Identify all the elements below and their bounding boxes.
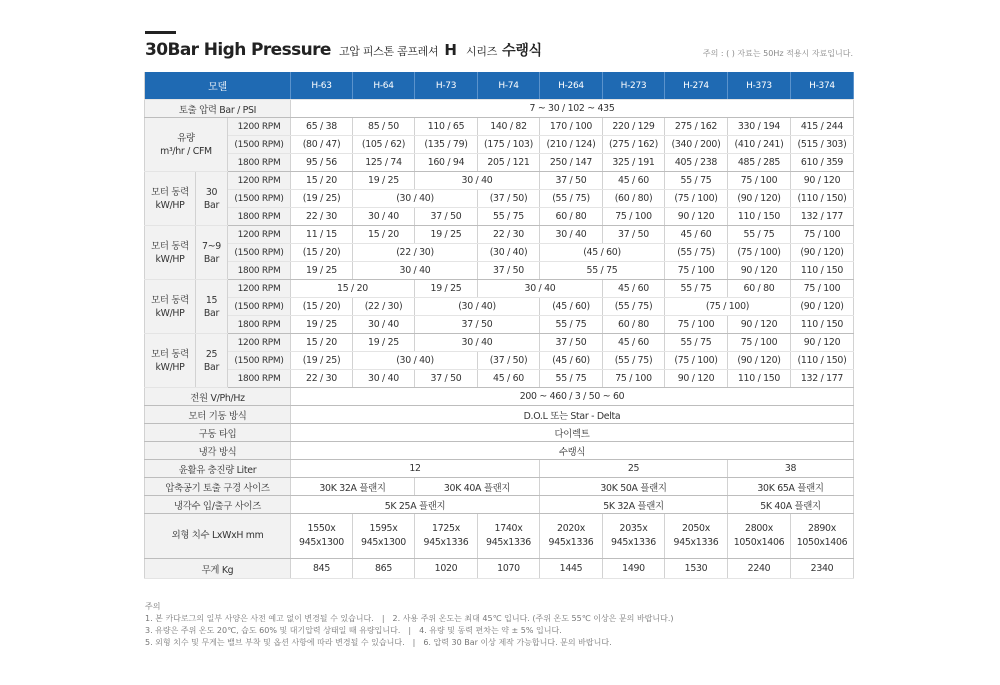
table-cell: (30 / 40) [353, 190, 478, 208]
table-cell: (75 / 100) [728, 244, 791, 262]
table-cell: 30 / 40 [353, 370, 415, 388]
subtitle-type: 수랭식 [502, 43, 542, 59]
table-cell: 75 / 100 [791, 280, 854, 298]
table-cell: 55 / 75 [540, 262, 665, 280]
table-cell: 2020x 945x1336 [540, 514, 603, 559]
table-cell: 60 / 80 [540, 208, 603, 226]
rpm-label: 1200 RPM [228, 172, 291, 190]
table-cell: 132 / 177 [791, 370, 854, 388]
table-cell: (19 / 25) [291, 190, 353, 208]
table-cell: 75 / 100 [791, 226, 854, 244]
table-cell: 30 / 40 [353, 316, 415, 334]
table-cell: 75 / 100 [603, 370, 665, 388]
table-cell: (515 / 303) [791, 136, 854, 154]
table-cell: (75 / 100) [665, 352, 728, 370]
table-cell: 405 / 238 [665, 154, 728, 172]
table-cell: 55 / 75 [665, 280, 728, 298]
table-cell: 30 / 40 [478, 280, 603, 298]
table-row [145, 514, 854, 559]
table-cell: (410 / 241) [728, 136, 791, 154]
rpm-label: 1800 RPM [228, 154, 291, 172]
outlet-label: 압축공기 토출 구경 사이즈 [145, 478, 291, 496]
table-cell: 1530 [665, 559, 728, 579]
rpm-label: 1800 RPM [228, 262, 291, 280]
table-cell: 45 / 60 [603, 334, 665, 352]
bar-label: 7~9 Bar [196, 226, 228, 280]
table-cell: 37 / 50 [603, 226, 665, 244]
table-cell: 1725x 945x1336 [415, 514, 478, 559]
footnote-title: 주의 [145, 602, 161, 611]
table-row [145, 208, 854, 226]
table-cell: (15 / 20) [291, 244, 353, 262]
table-cell: 110 / 150 [791, 316, 854, 334]
table-cell: 45 / 60 [478, 370, 540, 388]
table-cell: (30 / 40) [478, 244, 540, 262]
table-cell: 65 / 38 [291, 118, 353, 136]
title-accent-bar [145, 31, 176, 34]
table-row [145, 262, 854, 280]
footnotes [145, 601, 674, 649]
subtitle-series: 시리즈 [466, 45, 498, 58]
table-cell: (340 / 200) [665, 136, 728, 154]
table-cell: 90 / 120 [791, 172, 854, 190]
rpm-label: 1800 RPM [228, 370, 291, 388]
bar-label: 25 Bar [196, 334, 228, 388]
model-col: H-273 [603, 72, 665, 100]
table-cell: 22 / 30 [478, 226, 540, 244]
table-cell: 55 / 75 [665, 334, 728, 352]
table-cell: (55 / 75) [603, 298, 665, 316]
oil-label: 윤활유 충진량 Liter [145, 460, 291, 478]
table-row [145, 226, 854, 244]
table-cell: 55 / 75 [728, 226, 791, 244]
motor-label: 모터 동력 kW/HP [145, 334, 196, 388]
model-col: H-64 [353, 72, 415, 100]
table-cell: 30K 65A 플랜지 [728, 478, 854, 496]
table-row [145, 406, 854, 424]
table-cell: (210 / 124) [540, 136, 603, 154]
table-cell: 75 / 100 [603, 208, 665, 226]
table-cell: (45 / 60) [540, 244, 665, 262]
rpm-label: 1200 RPM [228, 280, 291, 298]
table-cell: 205 / 121 [478, 154, 540, 172]
table-cell: 38 [728, 460, 854, 478]
rpm-label: (1500 RPM) [228, 352, 291, 370]
table-cell: 1070 [478, 559, 540, 579]
rpm-label: (1500 RPM) [228, 136, 291, 154]
table-cell: 90 / 120 [728, 262, 791, 280]
table-row [145, 370, 854, 388]
model-col: H-74 [478, 72, 540, 100]
table-cell: 75 / 100 [665, 316, 728, 334]
table-row [145, 298, 854, 316]
table-cell: 1550x 945x1300 [291, 514, 353, 559]
table-cell: 30K 32A 플랜지 [291, 478, 415, 496]
rpm-label: 1200 RPM [228, 226, 291, 244]
start-label: 모터 기동 방식 [145, 406, 291, 424]
table-cell: 37 / 50 [540, 334, 603, 352]
motor-label: 모터 동력 kW/HP [145, 172, 196, 226]
table-cell: 25 [540, 460, 728, 478]
pressure-value: 7 ~ 30 / 102 ~ 435 [291, 100, 854, 118]
table-cell: 2240 [728, 559, 791, 579]
table-row [145, 190, 854, 208]
table-cell: 5K 32A 플랜지 [540, 496, 728, 514]
pressure-label: 토출 압력 Bar / PSI [145, 100, 291, 118]
table-cell: (175 / 103) [478, 136, 540, 154]
bar-label: 30 Bar [196, 172, 228, 226]
table-cell: 2035x 945x1336 [603, 514, 665, 559]
table-cell: 60 / 80 [728, 280, 791, 298]
model-col: H-274 [665, 72, 728, 100]
rpm-label: 1200 RPM [228, 118, 291, 136]
table-cell: 55 / 75 [665, 172, 728, 190]
table-cell: 1595x 945x1300 [353, 514, 415, 559]
table-cell: 110 / 65 [415, 118, 478, 136]
table-cell: 19 / 25 [415, 280, 478, 298]
table-cell: (55 / 75) [665, 244, 728, 262]
table-row [145, 118, 854, 136]
table-cell: 45 / 60 [665, 226, 728, 244]
table-cell: 415 / 244 [791, 118, 854, 136]
table-cell: 845 [291, 559, 353, 579]
table-cell: (22 / 30) [353, 298, 415, 316]
weight-label: 무게 Kg [145, 559, 291, 579]
table-cell: (55 / 75) [603, 352, 665, 370]
footnote-line: 1. 본 카다로그의 일부 사양은 사전 예고 없이 변경될 수 있습니다. | 2. 사용 주위 온도는 최대 45℃ 입니다. (주위 온도 55℃ 이상은 문의 바랍니다.) [145, 614, 674, 623]
table-row [145, 172, 854, 190]
model-col: H-264 [540, 72, 603, 100]
table-cell: 2890x 1050x1406 [791, 514, 854, 559]
table-cell: 45 / 60 [603, 280, 665, 298]
table-cell: 90 / 120 [728, 316, 791, 334]
table-cell: 170 / 100 [540, 118, 603, 136]
table-cell: 90 / 120 [665, 208, 728, 226]
table-cell: (110 / 150) [791, 190, 854, 208]
table-cell: (90 / 120) [791, 298, 854, 316]
table-cell: 45 / 60 [603, 172, 665, 190]
table-row [145, 316, 854, 334]
table-cell: (90 / 120) [728, 190, 791, 208]
table-cell: (30 / 40) [415, 298, 540, 316]
table-cell: (15 / 20) [291, 298, 353, 316]
table-row [145, 100, 854, 118]
table-row [145, 559, 854, 579]
table-header-row [145, 72, 854, 100]
table-cell: (90 / 120) [791, 244, 854, 262]
table-cell: 75 / 100 [728, 334, 791, 352]
table-cell: 30 / 40 [353, 208, 415, 226]
subtitle-text: 고압 피스톤 콤프레셔 [338, 45, 439, 58]
table-cell: (37 / 50) [478, 190, 540, 208]
table-cell: 15 / 20 [291, 172, 353, 190]
table-cell: 2050x 945x1336 [665, 514, 728, 559]
table-cell: 132 / 177 [791, 208, 854, 226]
table-cell: 865 [353, 559, 415, 579]
main-title: 30Bar High Pressure [145, 40, 331, 60]
table-cell: (60 / 80) [603, 190, 665, 208]
hz-note: 주의 : ( ) 자료는 50Hz 적용시 자료입니다. [702, 49, 853, 58]
table-cell: 15 / 20 [291, 334, 353, 352]
table-cell: 140 / 82 [478, 118, 540, 136]
table-cell: 37 / 50 [415, 316, 540, 334]
motor-label: 모터 동력 kW/HP [145, 280, 196, 334]
table-cell: 250 / 147 [540, 154, 603, 172]
table-cell: (45 / 60) [540, 298, 603, 316]
table-row [145, 496, 854, 514]
rpm-label: 1200 RPM [228, 334, 291, 352]
table-cell: 55 / 75 [540, 370, 603, 388]
table-cell: (275 / 162) [603, 136, 665, 154]
table-cell: 325 / 191 [603, 154, 665, 172]
footnote-line: 3. 유량은 주위 온도 20℃, 습도 60% 및 대기압력 상태일 때 유량입니다. | 4. 유량 및 동력 편차는 약 ± 5% 입니다. [145, 626, 562, 635]
table-cell: 19 / 25 [415, 226, 478, 244]
table-row [145, 334, 854, 352]
dim-label: 외형 치수 LxWxH mm [145, 514, 291, 559]
table-cell: 19 / 25 [353, 334, 415, 352]
rpm-label: 1800 RPM [228, 316, 291, 334]
table-cell: 30 / 40 [353, 262, 478, 280]
power-value: 200 ~ 460 / 3 / 50 ~ 60 [291, 388, 854, 406]
table-cell: (135 / 79) [415, 136, 478, 154]
table-row [145, 136, 854, 154]
table-cell: 60 / 80 [603, 316, 665, 334]
table-cell: 1445 [540, 559, 603, 579]
table-cell: 37 / 50 [478, 262, 540, 280]
table-cell: 1020 [415, 559, 478, 579]
table-cell: 110 / 150 [728, 370, 791, 388]
footnote-line: 5. 외형 치수 및 무게는 밸브 부착 및 옵션 사항에 따라 변경될 수 있습니다. | 6. 압력 30 Bar 이상 제작 가능합니다. 문의 바랍니다. [145, 638, 612, 647]
table-cell: 485 / 285 [728, 154, 791, 172]
table-cell: 85 / 50 [353, 118, 415, 136]
cooling-label: 냉각 방식 [145, 442, 291, 460]
table-cell: 275 / 162 [665, 118, 728, 136]
table-cell: 19 / 25 [291, 316, 353, 334]
model-col: H-373 [728, 72, 791, 100]
rpm-label: 1800 RPM [228, 208, 291, 226]
table-cell: (19 / 25) [291, 352, 353, 370]
model-col: H-73 [415, 72, 478, 100]
table-cell: 30 / 40 [415, 334, 540, 352]
table-row [145, 280, 854, 298]
table-cell: 110 / 150 [728, 208, 791, 226]
flow-label: 유량 m³/hr / CFM [145, 118, 228, 172]
table-cell: (75 / 100) [665, 190, 728, 208]
model-col: H-63 [291, 72, 353, 100]
table-cell: 55 / 75 [478, 208, 540, 226]
table-cell: 2340 [791, 559, 854, 579]
drive-value: 다이렉트 [291, 424, 854, 442]
table-cell: 1490 [603, 559, 665, 579]
start-value: D.O.L 또는 Star - Delta [291, 406, 854, 424]
table-row [145, 154, 854, 172]
table-cell: 55 / 75 [540, 316, 603, 334]
table-cell: 110 / 150 [791, 262, 854, 280]
table-cell: 5K 40A 플랜지 [728, 496, 854, 514]
table-cell: (37 / 50) [478, 352, 540, 370]
rpm-label: (1500 RPM) [228, 298, 291, 316]
water-label: 냉각수 입/출구 사이즈 [145, 496, 291, 514]
table-cell: (22 / 30) [353, 244, 478, 262]
table-cell: (75 / 100) [665, 298, 791, 316]
rpm-label: (1500 RPM) [228, 190, 291, 208]
table-row [145, 388, 854, 406]
table-cell: 30K 50A 플랜지 [540, 478, 728, 496]
model-header: 모델 [145, 72, 291, 100]
spec-table [144, 72, 854, 579]
table-cell: 1740x 945x1336 [478, 514, 540, 559]
table-cell: 37 / 50 [415, 208, 478, 226]
table-cell: 330 / 194 [728, 118, 791, 136]
table-cell: 19 / 25 [291, 262, 353, 280]
table-row [145, 460, 854, 478]
table-cell: 5K 25A 플랜지 [291, 496, 540, 514]
table-cell: (55 / 75) [540, 190, 603, 208]
model-col: H-374 [791, 72, 854, 100]
bar-label: 15 Bar [196, 280, 228, 334]
table-cell: 75 / 100 [665, 262, 728, 280]
table-cell: (105 / 62) [353, 136, 415, 154]
subtitle-h: H [444, 41, 457, 59]
table-cell: 30K 40A 플랜지 [415, 478, 540, 496]
cooling-value: 수랭식 [291, 442, 854, 460]
rpm-label: (1500 RPM) [228, 244, 291, 262]
table-cell: (110 / 150) [791, 352, 854, 370]
table-cell: 15 / 20 [353, 226, 415, 244]
table-cell: 30 / 40 [415, 172, 540, 190]
table-cell: 15 / 20 [291, 280, 415, 298]
table-cell: 37 / 50 [540, 172, 603, 190]
table-cell: 75 / 100 [728, 172, 791, 190]
table-cell: 95 / 56 [291, 154, 353, 172]
table-cell: 30 / 40 [540, 226, 603, 244]
table-cell: 22 / 30 [291, 208, 353, 226]
page-title [145, 40, 542, 60]
table-cell: 610 / 359 [791, 154, 854, 172]
table-cell: 11 / 15 [291, 226, 353, 244]
drive-label: 구동 타입 [145, 424, 291, 442]
table-cell: 22 / 30 [291, 370, 353, 388]
table-row [145, 442, 854, 460]
power-label: 전원 V/Ph/Hz [145, 388, 291, 406]
table-cell: (90 / 120) [728, 352, 791, 370]
table-row [145, 478, 854, 496]
table-cell: (45 / 60) [540, 352, 603, 370]
motor-label: 모터 동력 kW/HP [145, 226, 196, 280]
table-cell: 90 / 120 [791, 334, 854, 352]
table-cell: 125 / 74 [353, 154, 415, 172]
table-cell: 90 / 120 [665, 370, 728, 388]
table-cell: 220 / 129 [603, 118, 665, 136]
table-cell: 12 [291, 460, 540, 478]
table-cell: (30 / 40) [353, 352, 478, 370]
table-row [145, 424, 854, 442]
table-cell: 160 / 94 [415, 154, 478, 172]
table-row [145, 352, 854, 370]
table-cell: (80 / 47) [291, 136, 353, 154]
table-cell: 37 / 50 [415, 370, 478, 388]
table-cell: 2800x 1050x1406 [728, 514, 791, 559]
table-row [145, 244, 854, 262]
table-cell: 19 / 25 [353, 172, 415, 190]
